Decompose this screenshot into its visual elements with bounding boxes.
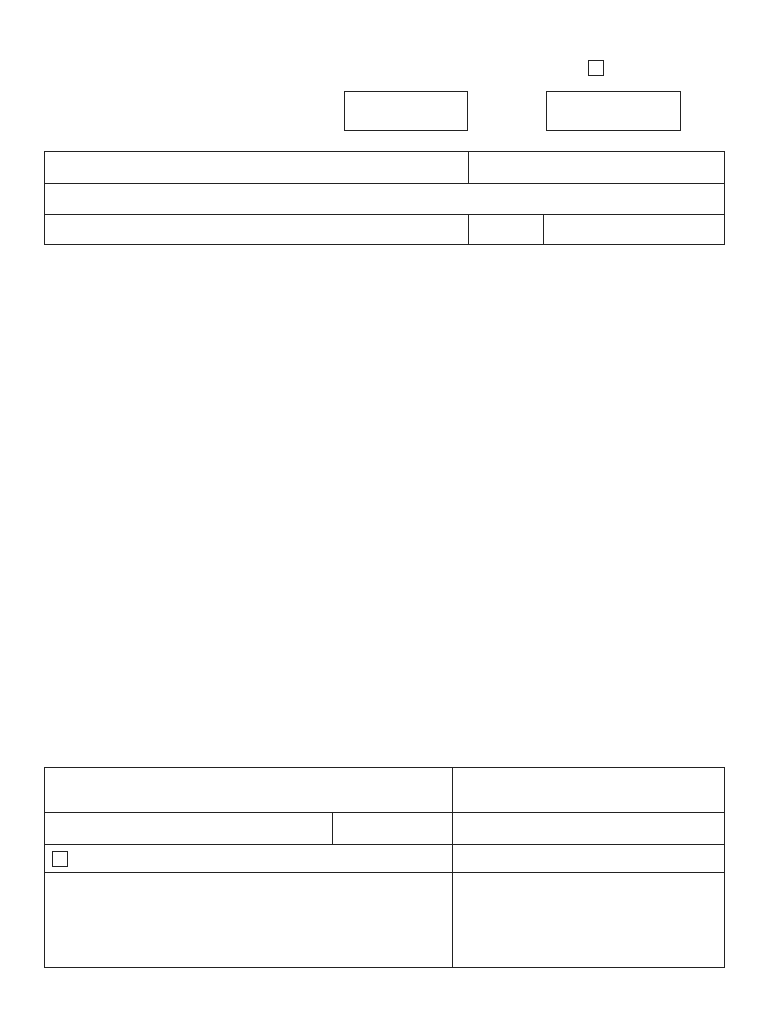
fein-field[interactable] xyxy=(468,151,725,184)
preparer-ptin-field[interactable] xyxy=(452,812,725,845)
state-field[interactable] xyxy=(468,214,544,245)
date-field[interactable] xyxy=(332,812,453,845)
filer-signature-field[interactable] xyxy=(44,812,333,845)
authorize-checkbox[interactable] xyxy=(52,851,68,867)
end-date-field[interactable] xyxy=(546,91,681,131)
preparer-name-field[interactable] xyxy=(452,844,725,873)
amended-checkbox[interactable] xyxy=(588,60,604,76)
city-field[interactable] xyxy=(44,214,469,245)
preparer-business-field[interactable] xyxy=(452,872,725,968)
begin-date-field[interactable] xyxy=(344,91,468,131)
authorize-row xyxy=(44,844,453,873)
zip-field[interactable] xyxy=(543,214,725,245)
mailing-address-field[interactable] xyxy=(44,183,725,215)
entity-name-field[interactable] xyxy=(44,151,469,184)
